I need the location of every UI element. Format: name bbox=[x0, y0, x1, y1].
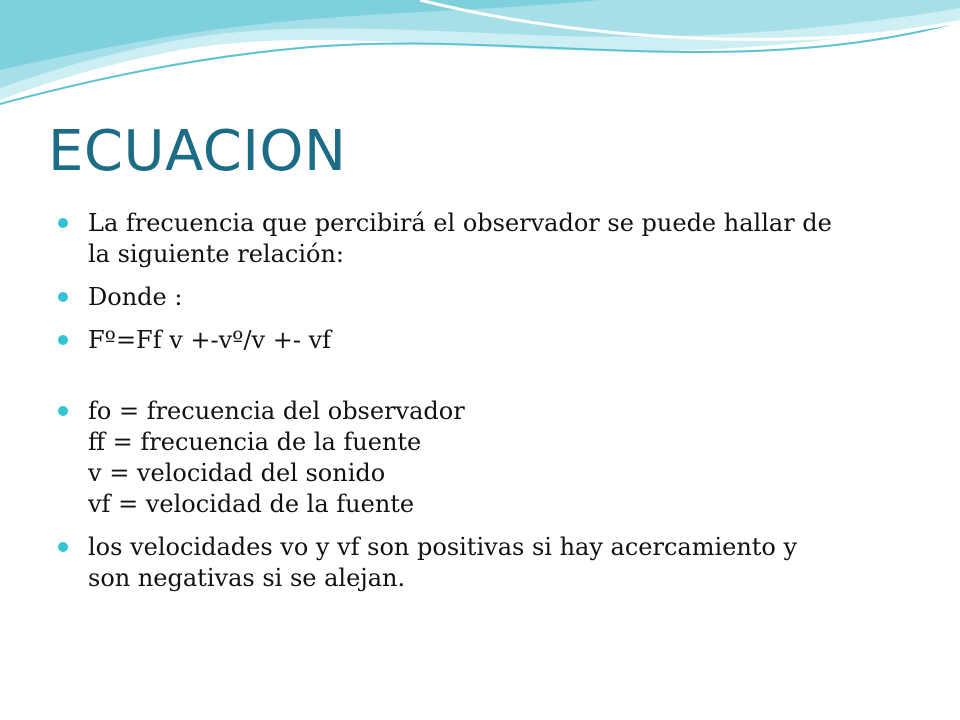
bullet-text: La frecuencia que percibirá el observador se puede hallar de bbox=[88, 209, 832, 237]
bullet-text: Donde : bbox=[88, 283, 183, 311]
bullet-text: son negativas si se alejan. bbox=[88, 564, 406, 592]
bullet-dot-icon bbox=[58, 218, 68, 228]
equation-text: Fº=Ff v +-vº/v +- vf bbox=[88, 326, 332, 354]
slide-title: ECUACION bbox=[48, 119, 347, 184]
bullet-dot-icon bbox=[58, 292, 68, 302]
bullet-dot-icon bbox=[58, 335, 68, 345]
definition-text: vf = velocidad de la fuente bbox=[88, 490, 415, 518]
bullet-text: los velocidades vo y vf son positivas si hay acercamiento y bbox=[88, 533, 798, 561]
bullet-list bbox=[58, 208, 918, 606]
definition-text: fo = frecuencia del observador bbox=[88, 397, 465, 425]
definition-text: v = velocidad del sonido bbox=[88, 459, 386, 487]
bullet-dot-icon bbox=[58, 406, 68, 416]
decorative-wave-header bbox=[0, 0, 960, 120]
bullet-item bbox=[58, 325, 918, 356]
bullet-item bbox=[58, 396, 918, 520]
definition-text: ff = frecuencia de la fuente bbox=[88, 428, 422, 456]
bullet-text: la siguiente relación: bbox=[88, 240, 345, 268]
bullet-item bbox=[58, 208, 918, 270]
bullet-item bbox=[58, 282, 918, 313]
bullet-dot-icon bbox=[58, 542, 68, 552]
bullet-item bbox=[58, 532, 918, 594]
